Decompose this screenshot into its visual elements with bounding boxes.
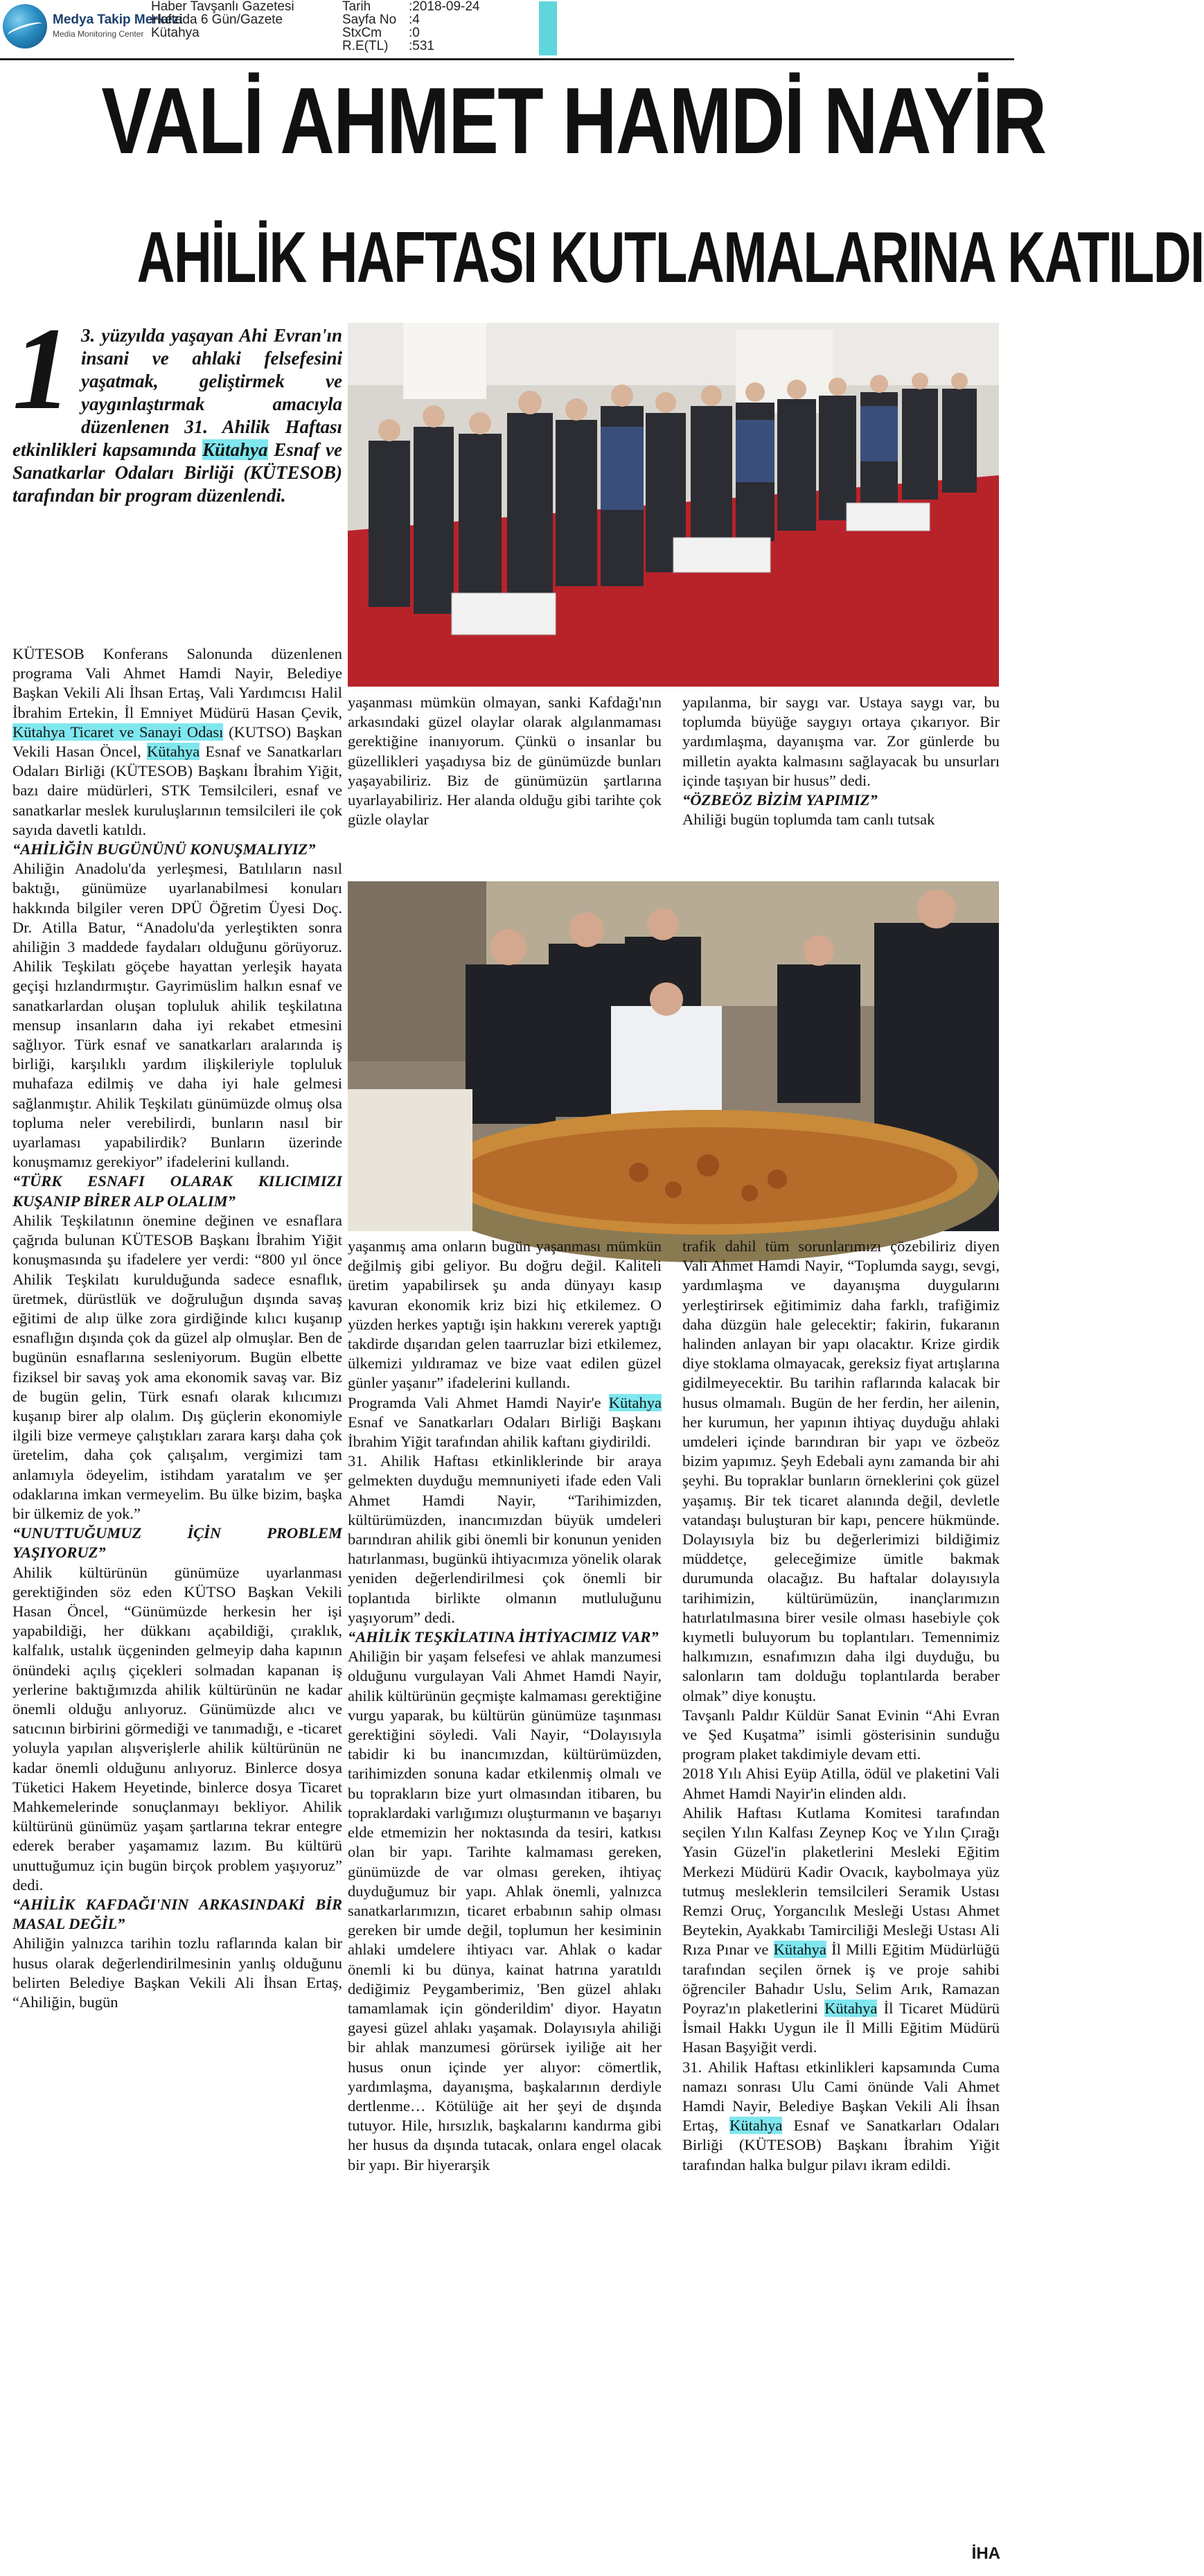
pilaf-serving-photo [348,881,999,1231]
subheading: “AHİLİK TEŞKİLATINA İHTİYACIMIZ VAR” [348,1628,659,1646]
subheading: “ÖZBEÖZ BİZİM YAPIMIZ” [682,791,878,809]
paragraph: yapılanma, bir saygı var. Ustaya saygı var, bu toplumda büyüğe saygıyı ortaya çıkarıyor. Bir yardımlaşma, dayanışma var. Zor günlerde bu milletin ayakta kalmasını sağlayacak bu unsurları içinde taşıyan bir husus” dedi. [682,694,1000,789]
paragraph: trafik dahil tüm sorunlarımızı çözebiliriz diyen Vali Ahmet Hamdi Nayir, “Toplumda saygı, sevgi, yardımlaşma ve dayanışma duygularını yerleştirirsek eğitimimiz daha farklı, trafiğimiz daha düzgün hale gelecektir; fakirin, fukaranın halinden anlayan bir yapı olacaktır. Krize girdik diye stoklama olmayacak, gereksiz fiyat artışlarına gidilmeyecektir. Bu tarihin raflarında kalacak bir husus olmamalı. Bugün de her ferdin, her ailenin, her kurumun, her yapının ihtiyaç duyduğu ahlaki umdeleri içinde barındıran bir yapı ve özbeöz bizim yapımız. Şeyh Edebali aynı zamanda bir ahi şeyhi. Bu topraklar bunların örneklerini çok güzel yaşamış. Bir tek ticaret alanında değil, devletle vatandaşı buluşturan bir kapı, pencere hükmünde. Dolayısıyla biz bu değerlerimizi bildiğimiz müddetçe, geleceğimize ümitle bakmak durumunda olacağız. Bu haftalar dolayısıyla tarihimizin, kültürümüzün, inançlarımızın hatırlatılmasına birer vesile olması hasebiyle çok kıymetli buluyorum bu toplantıları. Temennimiz halkımızın, esnafımızın daha ilgi duyduğu, bu salonların tam dolduğu toplantılarda beraber olmak” diye konuştu. [682,1237,1000,1704]
text-run: (KUTSO) Başkan Vekili Hasan Öncel, [12,723,342,761]
logo-name: Medya Takip Merkezi [53,12,183,27]
highlighted-keyword: Kütahya [824,1999,878,2017]
meta-row-re [342,39,479,53]
highlighted-keyword: Kütahya [202,439,268,460]
paragraph [348,1393,662,1452]
lead-paragraph [12,303,342,507]
paragraph: Ahilik kültürünün günümüze uyarlanması gerektiğinden söz eden KÜTSO Başkan Vekili Hasan Öncel, “Günümüzde herkesin her işi yapabildiği, her dükkanı açabildiği, çıraklık, kalfalık, ustalık üçgeninden gelmeyip daha kapının önündeki açılış çiçekleri solmadan kapanan iş yerlerine baktığımızda ahilik kültürünün ne kadar önemli olduğu anlıyoruz. Günümüzde alıcı ve satıcının birbirini görmediği ve tanımadığı, e -ticaret yoluyla yapılan alışverişlerle ahilik kültürünün ne kadar önemli olduğunu anlıyoruz. Binlerce dosya Tüketici Hakem Heyetinde, binlerce dosya Ticaret Mahkemelerinde sonuçlanmayı bekliyor. Ahilik kültürünü günümüz yaşam şartlarına tekrar entegre ederek beraber yaşamamız lazım. Bu kültürü unuttuğumuz için bugün birçok problem yaşıyoruz” dedi. [12,1563,342,1894]
ceremony-photo [348,323,999,687]
logo-subtitle: Media Monitoring Center [53,29,144,39]
lead-text: 3. yüzyılda yaşayan Ahi Evran'ın insani ve ahlaki felsefesini yaşatmak, geliştirmek ve yaygınlaştırmak amacıyla düzenlenen 31. Ahilik Haftası etkinlikleri kapsamında [12,325,342,460]
paragraph: Ahiliğin Anadolu'da yerleşmesi, Batılıların nasıl baktığı, günümüze uyarlanabilmesi konuları hakkında bilgiler veren DPÜ Öğretim Üyesi Doç. Dr. Atilla Batur, “Anadolu'da yerleştikten sonra ahiliğin 3 maddede faydaları olduğunu görüyoruz. Ahilik Teşkilatı göçebe hayattan yerleşik hayata geçişi hızlandırmıştır. Gayrimüslim halkın esnaf ve sanatkarlardan oluşan topluluk ahilik teşkilatına mensup insanların daha iyi rekabet etmesini sağlıyor. Türk esnaf ve sanatkarları aralarında iş birliği, karşılıklı yardım ilişkileriyle topluluk muhafaza edilmiş ve daha iyi hale gelmesi sağlanmıştır. Ahilik Teşkilatı günümüzde olmuş olsa topluma neler verebilirdi, bunların nasıl bir uyarlaması yapabilirdik? Bunların üzerinde konuşmamız gerekiyor” ifadelerini kullandı. [12,860,342,1171]
meta-row-stxcm [342,26,479,39]
article-column-3-upper [682,693,1000,829]
highlighted-keyword: Kütahya [608,1393,662,1411]
headline-sub: AHİLİK HAFTASI KUTLAMALARINA KATILDI [136,218,1204,298]
source-line: Haber Tavşanlı Gazetesi [151,0,294,14]
text-run: 31. Ahilik Haftası etkinlikleri kapsamında Cuma namazı sonrası Ulu Cami önünde Vali Ahmet Hamdi Nayir, Belediye Başkan Vekili Ali İhsan Ertaş, [682,2058,1000,2135]
text-run: KÜTESOB Konferans Salonunda düzenlenen programa Vali Ahmet Hamdi Nayir, Belediye Başkan Vekili Ali İhsan Ertaş, Vali Yardımcısı Halil İbrahim Ertekin, İl Emniyet Müdürü Hasan Çevik, [12,645,342,721]
subheading: “TÜRK ESNAFI OLARAK KILICIMIZI KUŞANIP BİRER ALP OLALIM” [12,1172,342,1210]
news-agency-signature: İHA [971,2544,1000,2563]
text-run: İl Milli Eğitim Müdürlüğü tarafından seçilen örnek iş ve proje sahibi öğrenciler Bahadır Uslu, Selim Arık, Ramazan Poyraz'ın plaketlerini [682,1941,1000,2017]
source-info [151,0,294,39]
article-column-2-upper [348,693,662,829]
text-run: Programda Vali Ahmet Hamdi Nayir'e [348,1393,609,1411]
paragraph: Ahilik Teşkilatının önemine değinen ve esnaflara çağrıda bulunan KÜTESOB Başkanı İbrahim Yiğit konuşmasında şu ifadelere yer verdi: “800 yıl önce Ahilik Teşkilatı kurulduğunda sadece esnaflık, üretmek, dürüstlük ve doğruluğun dışında savaş eğitimi de alıp ülke zora girdiğinde kılıcı kuşanıp esnaflığın dışında çok da güzel alp olmuşlar. Ben de bugünün esnaflarına sesleniyorum. Bugün elbette fiziksel bir savaş yok ama ekonomik savaş var. Biz de bugün gelin, Türk esnafı olarak kılıcımızı kuşanıp birer alp olalım. Dış güçlerin ekonomiyle ilgili bize vermeye çalıştıkları zarara karşı daha çok üretelim, daha çok çalışalım, vergimizi tam anlamıyla ödeyelim, istihdam yaratalım ve şer odaklarına imkan vermeyelim. Bu ülke bizim, başka bir ülkemiz de yok.” [12,1211,342,1522]
drop-cap: 1 [12,303,71,434]
paragraph: Tavşanlı Paldır Küldür Sanat Evinin “Ahi Evran ve Şed Kuşatma” isimli gösterisinin sunduğu program plaket takdimiyle devam etti. [682,1706,1000,1763]
paragraph: Ahiliğin bir yaşam felsefesi ve ahlak manzumesi olduğunu vurgulayan Vali Ahmet Hamdi Nayir, ahilik kültürünün geçmişte kalmaması gerektiğine vurgu yaparak, bu kültürün günümüze taşınması gerektiğini söyledi. Vali Nayir, “Dolayısıyla tabidir ki bu inancımızdan, kültürümüzden, tarihimizden sonuna kadar etkilenmiş olmalı ve bu toprakların bize yurt olmasından itibaren, bu topraklardaki varlığımızı oluşturmanın ve başarıyı elde etmemizin her noktasında da tesiri, katkısı olan bir yapı. Tarihte kalmaması gereken, günümüzde de var olması gereken, ihtiyaç duyduğumuz bir yapı. Ahlak önemli, yalnızca sanatkarlarımızın, ticaret erbabının sahip olması gereken bir umde değil, toplumun her kesiminin ahlaki umdelere ihtiyacı var. Ahlak o kadar önemli ki bu dünya, kainat hatrına yaratıldı dediğimiz Peygamberimiz, 'Ben güzel ahlakı tamamlamak için gönderildim' diyor. Hayatın gayesi güzel ahlakı yaşamak. Dolayısıyla ahiliği bir ahlak manzumesi görürsek iyiliğe ait her husus onun içinde yer alıyor: cömertlik, yardımlaşma, dayanışma, başkalarının derdiyle dertlenme… Kötülüğe ait her şeyi de dışında tutuyor. Hile, hırsızlık, başkalarını kandırma gibi her husus da dışında tutacak, onlara engel olacak bir yapı. Bir hiyerarşik [348,1648,662,2173]
meta-label: R.E(TL) [342,39,389,53]
article-column-2-lower [348,1237,662,2175]
meta-value: :2018-09-24 [409,0,480,14]
article-column-3-lower [682,1237,1000,2175]
header-divider [0,58,1014,60]
paragraph: yaşanmış ama onların bugün yaşanması mümkün değilmiş gibi geliyor. Bu doğru değil. Kaliteli üretim yapabilirsek şu anda dünyayı kasıp kavuran ekonomik kriz bizi hiç etkilemez. O yüzden herkes yaptığı işin hakkını vererek yaptığı takdirde dışarıdan gelen taarruzlar bizi etkilemez, ülkemizi yıldıramaz ve bize vaat edilen güzel günler yaşanır” ifadelerini kullandı. [348,1237,662,1392]
highlighted-keyword: Kütahya [729,2117,783,2135]
text-run: Esnaf ve Sanatkarları Odaları Birliği (KÜTESOB) Başkanı İbrahim Yiğit, bazı daire müdürleri, STK Temsilcileri, esnaf ve sanatkarlar meslek kuruluşlarının temsilcileri ile çok sayıda davetli katıldı. [12,743,343,838]
source-line: Kütahya [151,26,200,40]
source-line: Haftada 6 Gün/Gazete [151,12,283,27]
subheading: “AHİLİK KAFDAĞI'NIN ARKASINDAKİ BİR MASAL DEĞİL” [12,1896,342,1933]
paragraph [682,1803,1000,2058]
clipping-header [0,0,1014,64]
article-column-1 [12,644,342,2012]
text-run: Esnaf ve Sanatkarları Odaları Birliği Başkanı İbrahim Yiğit tarafından ahilik kaftanı giydirildi. [348,1413,662,1451]
paragraph: 2018 Yılı Ahisi Eyüp Atilla, ödül ve plaketini Vali Ahmet Hamdi Nayir'in elinden aldı. [682,1765,1000,1802]
headline-main: VALİ AHMET HAMDİ NAYİR [101,68,1046,173]
paragraph [12,644,342,840]
highlighted-keyword: Kütahya [773,1941,826,1959]
subheading: “UNUTTUĞUMUZ İÇİN PROBLEM YAŞIYORUZ” [12,1524,342,1562]
paragraph [682,2058,1000,2175]
highlighted-keyword: Kütahya [146,743,200,761]
meta-row-page [342,13,479,26]
clip-meta [342,0,479,53]
text-run: Ahilik Haftası Kutlama Komitesi tarafından seçilen Yılın Kalfası Zeynep Koç ve Yılın Çırağı Yasin Güzel'in plaketlerini Mesleki Eğitim Merkezi Müdürü Kadir Ovacık, kaybolmaya yüz tutmuş mesleklerin temsilcileri Seramik Ustası Remzi Oruç, Yorgancılık Mesleği Ustası Ahmet Beytekin, Ayakkabı Tamirciliği Mesleği Ustası Ali Rıza Pınar ve [682,1803,1000,1959]
meta-label: Sayfa No [342,12,397,27]
highlight-marker [539,1,557,55]
meta-value: :4 [409,12,420,27]
lead-text: Esnaf ve Sanatkarlar Odaları Birliği (KÜTESOB) tarafından bir program düzenlendi. [12,439,342,506]
text-run: İl Ticaret Müdürü İsmail Hakkı Uygun ile İl Milli Eğitim Müdürü Hasan Başyiğit verdi. [682,1999,1000,2056]
meta-row-date [342,0,479,13]
meta-label: StxCm [342,26,382,40]
paragraph: 31. Ahilik Haftası etkinliklerinde bir araya gelmekten duyduğu memnuniyeti ifade eden Vali Ahmet Hamdi Nayir, “Tarihimizden, kültürümüzden, inancımızdan büyük umdeleri barındıran ahilik gibi önemli bir konunun yeniden hatırlanması, bugünkü ihtiyacımıza yönelik olarak yeniden değerlendirilmesi çok önemli bir toplantıda birlikte olmanın mutluluğunu yaşıyorum” dedi. [348,1452,662,1626]
meta-label: Tarih [342,0,371,14]
meta-value: :531 [409,39,434,53]
paragraph: Ahiliğin yalnızca tarihin tozlu raflarında kalan bir husus olarak değerlendirilmesinin yanlış olduğunu belirten Belediye Başkan Vekili Ali İhsan Ertaş, “Ahiliğin, bugün [12,1934,342,2011]
paragraph: Ahiliği bugün toplumda tam canlı tutsak [682,811,935,829]
highlighted-keyword: Kütahya Ticaret ve Sanayi Odası [12,723,224,741]
meta-value: :0 [409,26,420,40]
subheading: “AHİLİĞİN BUGÜNÜNÜ KONUŞMALIYIZ” [12,840,316,858]
globe-icon [3,4,47,48]
paragraph: yaşanması mümkün olmayan, sanki Kafdağı'nın arkasındaki güzel olaylar olarak algılanmaması gerektiğine inanıyorum. Çünkü o insanlar bu güzellikleri yaşadıysa biz de günümüzde bunları yaşayabiliriz. Biz de günümüzün şartlarına uyarlayabiliriz. Her alanda olduğu gibi tarihte çok güzle olaylar [348,694,662,829]
text-run: Esnaf ve Sanatkarları Odaları Birliği (KÜTESOB) Başkanı İbrahim Yiğit tarafından halka bulgur pilavı ikram edildi. [682,2117,1000,2173]
